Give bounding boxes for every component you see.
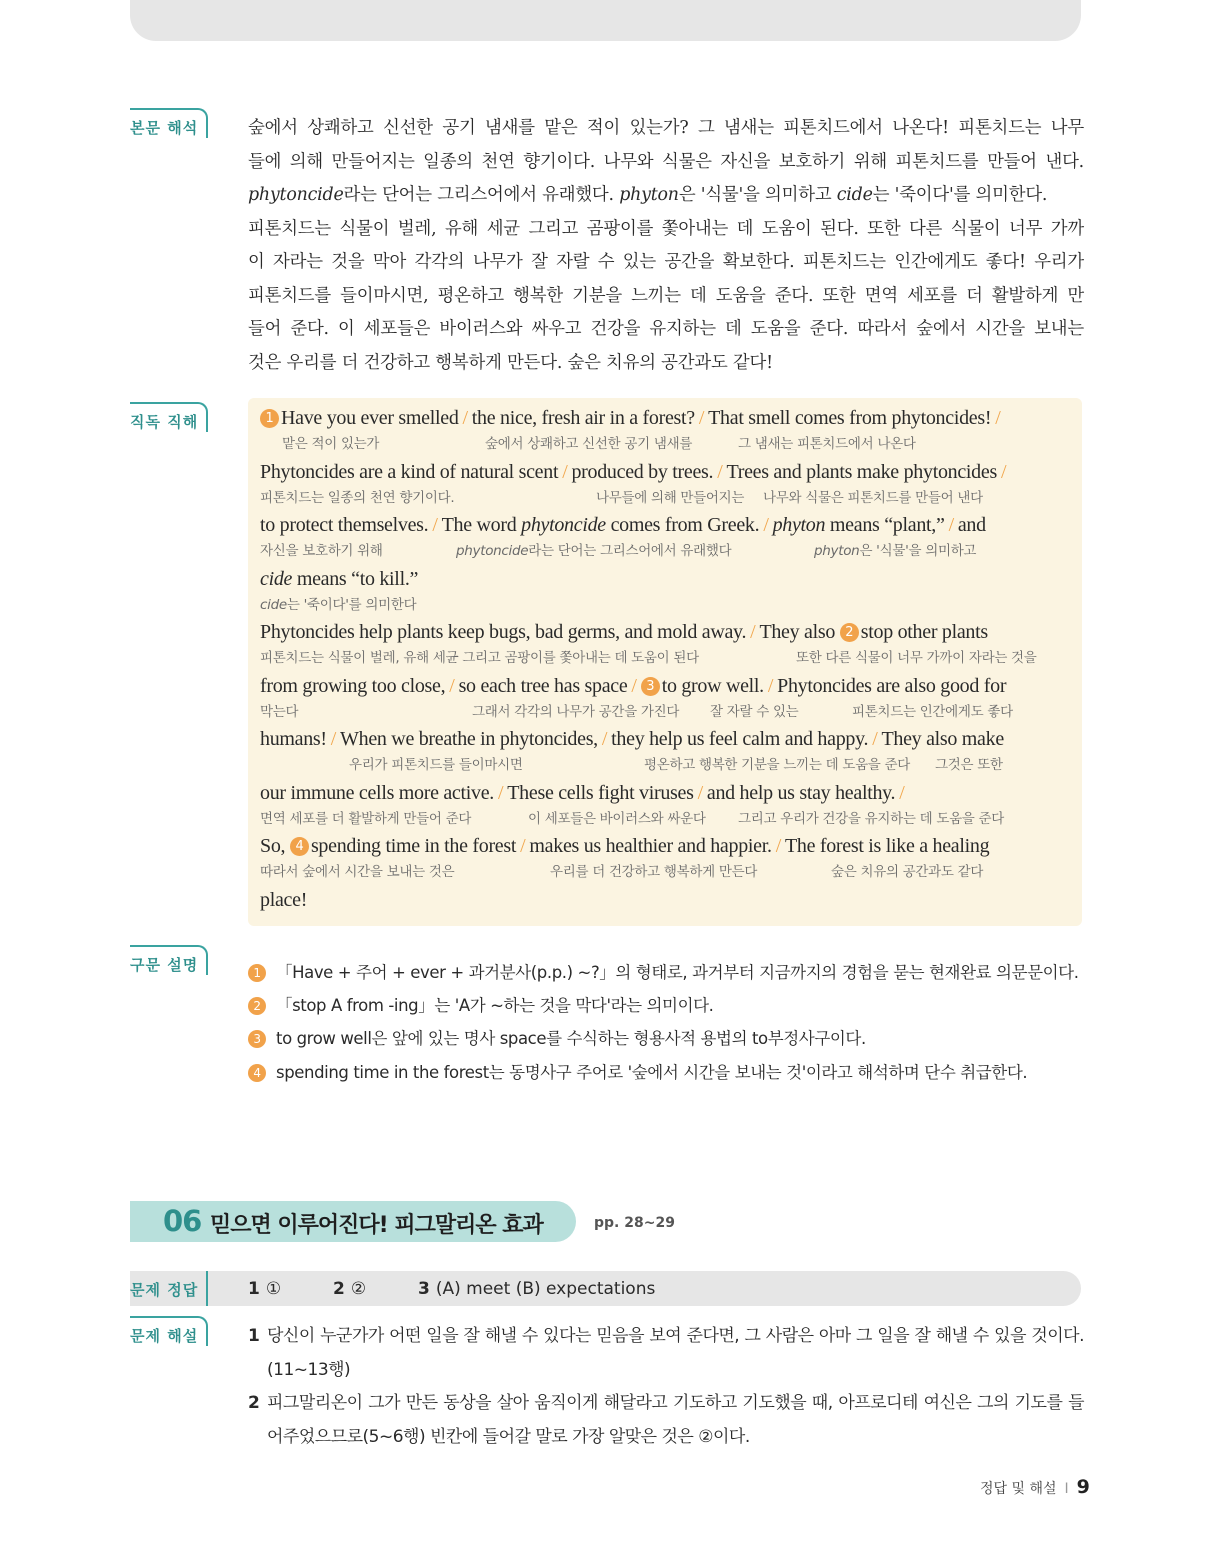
translation-line: 피톤치드를 들이마시면, 평온하고 행복한 기분을 느끼는 데 도움을 준다. 또한 면역 세포를 더 활발하게 만 bbox=[248, 285, 1084, 306]
translation-line: 이 자라는 것을 막아 각각의 나무가 잘 자랄 수 있는 공간을 확보한다. 피톤치드는 인간에게도 좋다! 우리가 bbox=[248, 252, 1084, 272]
direct-line: from growing too close, / so each tree has space / 3 to grow well. / Phytoncides are also good for 막는다 그래서 각각의 나무가 공간을 가진다 잘 자랄 수 있는 피톤치드는 인간에게도 좋다 bbox=[260, 674, 1013, 720]
direct-line: to protect themselves. / The word phytoncide comes from Greek. / phyton means “plant,” / and 자신을 보호하기 위해 phytoncide라는 단어는 그리스어에서 유래했다 phyton은 '식물'을 의미하고 bbox=[260, 514, 986, 559]
translation-line: 숲에서 상쾌하고 신선한 공기 냄새를 맡은 적이 있는가? 그 냄새는 피톤치드에서 나온다! 피톤치드는 나무 bbox=[248, 118, 1084, 138]
answer-bar bbox=[130, 1271, 1081, 1306]
explain-label: 문제 해설 bbox=[130, 1316, 208, 1346]
grammar-note: 3 to grow well은 앞에 있는 명사 space를 수식하는 형용사적 용법의 to부정사구이다. bbox=[248, 1022, 1088, 1055]
translation-line: 것은 우리를 더 건강하고 행복하게 만든다. 숲은 치유의 공간과도 같다! bbox=[248, 352, 773, 373]
explanation-item: 1 당신이 누군가가 어떤 일을 잘 해낼 수 있다는 믿음을 보여 준다면, 그 사람은 아마 그 일을 잘 해낼 수 있을 것이다. (11~13행) bbox=[248, 1326, 1084, 1380]
direct-line: humans! / When we breathe in phytoncides, / they help us feel calm and happy. / They also make 우리가 피톤치드를 들이마시면 평온하고 행복한 기분을 느끼는 데 도움을 준다 그것은 또한 bbox=[260, 728, 1004, 773]
answer-item: 1 ① bbox=[248, 1279, 282, 1299]
number-badge: 2 bbox=[840, 623, 859, 642]
direct-line: 1 Have you ever smelled / the nice, fresh air in a forest? / That smell comes from phytoncides! / 맡은 적이 있는가 숲에서 상쾌하고 신선한 공기 냄새를 그 냄새는 피톤치드에서 나온다 bbox=[260, 404, 1080, 458]
direct-line: cide means “to kill.” cide는 '죽이다'를 의미한다 bbox=[260, 567, 419, 613]
answer-item: 2 ② bbox=[333, 1279, 367, 1299]
page-number: 9 bbox=[1076, 1476, 1090, 1498]
translation-line: 피톤치드는 식물이 벌레, 유해 세균 그리고 곰팡이를 쫓아내는 데 도움이 된다. 또한 다른 식물이 너무 가까 bbox=[248, 218, 1084, 239]
direct-label: 직독 직해 bbox=[130, 402, 208, 432]
section-pages: pp. 28~29 bbox=[594, 1215, 675, 1231]
section-number: 06 bbox=[163, 1204, 202, 1238]
translation-paragraph bbox=[248, 112, 1084, 380]
direct-line: our immune cells more active. / These cells fight viruses / and help us stay healthy. / 면역 세포를 더 활발하게 만들어 준다 이 세포들은 바이러스와 싸운다 그리고 우리가 건강을 유지하는 데 도움을 준다 bbox=[260, 781, 1005, 827]
explanation-item: 2 피그말리온이 그가 만든 동상을 살아 움직이게 해달라고 기도하고 기도했을 때, 아프로디테 여신은 그의 기도를 들어주었으므로(5~6행) 빈칸에 들어갈 말로 가장 알맞은 것은 ②이다. bbox=[248, 1393, 1084, 1447]
page-footer: 정답 및 해설 I 9 bbox=[980, 1476, 1090, 1498]
grammar-label: 구문 설명 bbox=[130, 945, 208, 975]
direct-translation-lines bbox=[260, 404, 1080, 939]
direct-line: Phytoncides help plants keep bugs, bad germs, and mold away. / They also 2 stop other plants 피톤치드는 식물이 벌레, 유해 세균 그리고 곰팡이를 쫓아내는 데 도움이 된다 또한 다른 식물이 너무 가까이 자라는 것을 bbox=[260, 621, 1037, 666]
translation-line: 들에 의해 만들어지는 일종의 천연 향기이다. 나무와 식물은 자신을 보호하기 위해 피톤치드를 만들어 낸다. bbox=[248, 151, 1084, 172]
section-title: 믿으면 이루어진다! 피그말리온 효과 bbox=[210, 1213, 543, 1238]
grammar-notes bbox=[248, 956, 1088, 1089]
number-badge: 4 bbox=[290, 837, 309, 856]
top-header-bar bbox=[130, 0, 1081, 41]
number-badge: 1 bbox=[260, 409, 279, 428]
direct-line: Phytoncides are a kind of natural scent / produced by trees. / Trees and plants make phytoncides / 피톤치드는 일종의 천연 향기이다. 나무들에 의해 만들어지는 나무와 식물은 피톤치드를 만들어 낸다 bbox=[260, 460, 1007, 506]
translation-label: 본문 해석 bbox=[130, 108, 208, 138]
translation-line: phytoncide라는 단어는 그리스어에서 유래했다. phyton은 '식물'을 의미하고 cide는 '죽이다'를 의미한다. bbox=[248, 185, 1048, 205]
answers-label: 문제 정답 bbox=[130, 1271, 208, 1306]
number-badge: 3 bbox=[641, 677, 660, 696]
translation-line: 들어 준다. 이 세포들은 바이러스와 싸우고 건강을 유지하는 데 도움을 준다. 따라서 숲에서 시간을 보내는 bbox=[248, 319, 1084, 339]
direct-line: So, 4 spending time in the forest / makes us healthier and happier. / The forest is like a healing 따라서 숲에서 시간을 보내는 것은 우리를 더 건강하고 행복하게 만든다 숲은 치유의 공간과도 같다 bbox=[260, 835, 990, 880]
grammar-note: 1 「Have + 주어 + ever + 과거분사(p.p.) ~?」의 형태로, 과거부터 지금까지의 경험을 묻는 현재완료 의문문이다. bbox=[248, 956, 1088, 989]
section-header bbox=[130, 1201, 576, 1242]
direct-line: place! bbox=[260, 888, 308, 911]
grammar-note: 4 spending time in the forest는 동명사구 주어로 '숲에서 시간을 보내는 것'이라고 해석하며 단수 취급한다. bbox=[248, 1056, 1088, 1089]
grammar-note: 2 「stop A from -ing」는 'A가 ~하는 것을 막다'라는 의미이다. bbox=[248, 989, 1088, 1022]
answer-item: 3 (A) meet (B) expectations bbox=[418, 1279, 656, 1299]
explanations bbox=[248, 1320, 1084, 1454]
